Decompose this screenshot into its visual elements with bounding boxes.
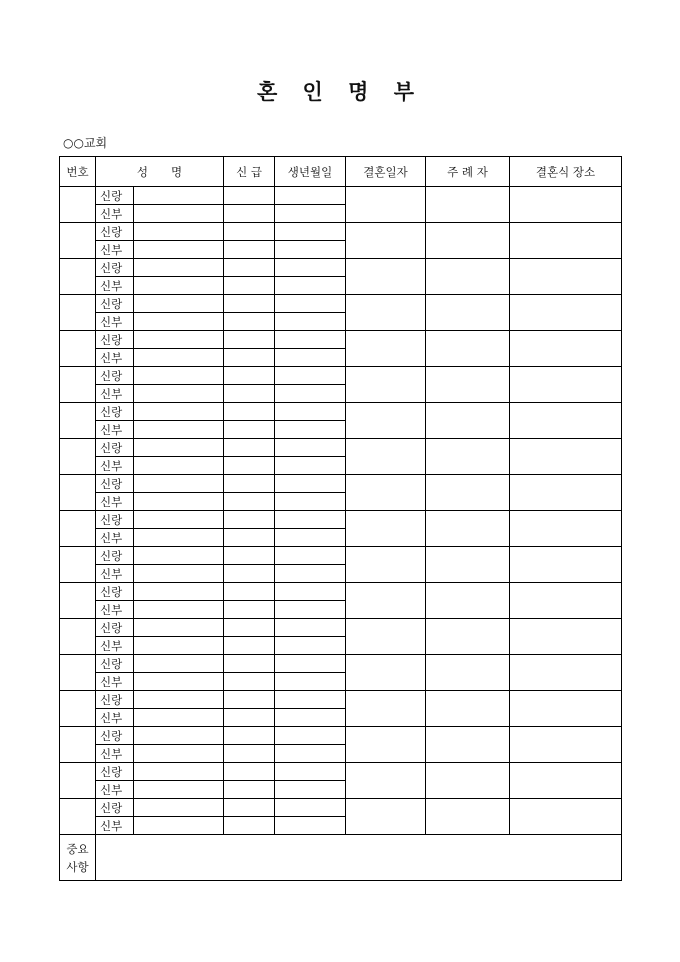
table-row [60,475,622,493]
wedding-venue-field[interactable] [510,403,622,439]
wedding-venue-field[interactable] [510,799,622,835]
header-number: 번호 [60,157,96,187]
officiant-field[interactable] [426,547,510,583]
officiant-field[interactable] [426,655,510,691]
groom-rank-field[interactable] [224,187,275,205]
groom-label: 신랑 [96,223,134,241]
bride-label: 신부 [96,457,134,475]
groom-rank-field[interactable] [224,259,275,277]
wedding-date-field[interactable] [346,619,426,655]
groom-birth-field[interactable] [275,403,346,421]
wedding-date-field[interactable] [346,799,426,835]
bride-birth-field[interactable] [275,421,346,439]
entry-number-cell[interactable] [60,331,96,367]
bride-label: 신부 [96,349,134,367]
groom-birth-field[interactable] [275,511,346,529]
register-entries [60,187,622,835]
groom-label: 신랑 [96,619,134,637]
bride-birth-field[interactable] [275,781,346,799]
bride-rank-field[interactable] [224,601,275,619]
wedding-venue-field[interactable] [510,619,622,655]
bride-label: 신부 [96,637,134,655]
groom-name-field[interactable] [134,439,224,457]
bride-name-field[interactable] [134,421,224,439]
bride-name-field[interactable] [134,565,224,583]
entry-number-cell[interactable] [60,259,96,295]
header-rank: 신 급 [224,157,275,187]
wedding-date-field[interactable] [346,727,426,763]
bride-birth-field[interactable] [275,709,346,727]
groom-birth-field[interactable] [275,583,346,601]
notes-label-line1: 중요 [66,841,89,856]
bride-birth-field[interactable] [275,637,346,655]
groom-rank-field[interactable] [224,691,275,709]
wedding-venue-field[interactable] [510,547,622,583]
wedding-date-field[interactable] [346,547,426,583]
officiant-field[interactable] [426,619,510,655]
wedding-venue-field[interactable] [510,187,622,223]
bride-name-field[interactable] [134,745,224,763]
groom-label: 신랑 [96,187,134,205]
groom-label: 신랑 [96,295,134,313]
wedding-venue-field[interactable] [510,655,622,691]
table-row [60,259,622,277]
table-row [60,439,622,457]
bride-birth-field[interactable] [275,241,346,259]
groom-name-field[interactable] [134,295,224,313]
bride-label: 신부 [96,673,134,691]
groom-birth-field[interactable] [275,331,346,349]
wedding-date-field[interactable] [346,475,426,511]
groom-birth-field[interactable] [275,439,346,457]
groom-rank-field[interactable] [224,295,275,313]
groom-birth-field[interactable] [275,223,346,241]
bride-rank-field[interactable] [224,781,275,799]
bride-label: 신부 [96,493,134,511]
groom-birth-field[interactable] [275,799,346,817]
officiant-field[interactable] [426,475,510,511]
header-officiant: 주 례 자 [426,157,510,187]
church-name: ○○교회 [63,136,108,150]
bride-label: 신부 [96,205,134,223]
groom-label: 신랑 [96,583,134,601]
groom-rank-field[interactable] [224,547,275,565]
groom-rank-field[interactable] [224,799,275,817]
groom-name-field[interactable] [134,691,224,709]
bride-rank-field[interactable] [224,529,275,547]
groom-name-field[interactable] [134,655,224,673]
groom-rank-field[interactable] [224,655,275,673]
officiant-field[interactable] [426,763,510,799]
bride-birth-field[interactable] [275,493,346,511]
groom-name-field[interactable] [134,475,224,493]
bride-name-field[interactable] [134,817,224,835]
wedding-venue-field[interactable] [510,583,622,619]
entry-number-cell[interactable] [60,511,96,547]
groom-rank-field[interactable] [224,763,275,781]
bride-name-field[interactable] [134,241,224,259]
groom-rank-field[interactable] [224,439,275,457]
bride-label: 신부 [96,529,134,547]
notes-row [60,835,622,881]
wedding-date-field[interactable] [346,331,426,367]
entry-number-cell[interactable] [60,187,96,223]
bride-birth-field[interactable] [275,529,346,547]
wedding-venue-field[interactable] [510,295,622,331]
groom-rank-field[interactable] [224,223,275,241]
marriage-register-table [59,156,622,881]
document-title: 혼 인 명 부 [256,79,424,104]
groom-name-field[interactable] [134,583,224,601]
groom-label: 신랑 [96,655,134,673]
bride-label: 신부 [96,745,134,763]
groom-birth-field[interactable] [275,367,346,385]
groom-birth-field[interactable] [275,655,346,673]
header-row [60,157,622,187]
entry-number-cell[interactable] [60,367,96,403]
bride-label: 신부 [96,421,134,439]
notes-field[interactable] [96,835,622,881]
groom-rank-field[interactable] [224,619,275,637]
officiant-field[interactable] [426,295,510,331]
groom-name-field[interactable] [134,187,224,205]
table-row [60,691,622,709]
entry-number-cell[interactable] [60,223,96,259]
table-row [60,331,622,349]
groom-birth-field[interactable] [275,547,346,565]
bride-name-field[interactable] [134,205,224,223]
notes-label [60,835,96,881]
bride-rank-field[interactable] [224,493,275,511]
groom-birth-field[interactable] [275,763,346,781]
bride-birth-field[interactable] [275,745,346,763]
wedding-venue-field[interactable] [510,331,622,367]
groom-rank-field[interactable] [224,403,275,421]
groom-birth-field[interactable] [275,295,346,313]
groom-name-field[interactable] [134,547,224,565]
groom-name-field[interactable] [134,511,224,529]
wedding-venue-field[interactable] [510,511,622,547]
wedding-venue-field[interactable] [510,763,622,799]
groom-name-field[interactable] [134,799,224,817]
bride-label: 신부 [96,709,134,727]
groom-label: 신랑 [96,763,134,781]
officiant-field[interactable] [426,367,510,403]
notes-label-line2: 사항 [66,859,89,874]
header-name: 성 명 [96,157,224,187]
groom-name-field[interactable] [134,763,224,781]
bride-name-field[interactable] [134,637,224,655]
wedding-venue-field[interactable] [510,475,622,511]
table-row [60,799,622,817]
wedding-date-field[interactable] [346,511,426,547]
bride-rank-field[interactable] [224,385,275,403]
groom-birth-field[interactable] [275,619,346,637]
bride-name-field[interactable] [134,277,224,295]
officiant-field[interactable] [426,439,510,475]
officiant-field[interactable] [426,223,510,259]
entry-number-cell[interactable] [60,619,96,655]
groom-birth-field[interactable] [275,187,346,205]
groom-name-field[interactable] [134,619,224,637]
bride-name-field[interactable] [134,457,224,475]
bride-name-field[interactable] [134,385,224,403]
bride-label: 신부 [96,241,134,259]
wedding-date-field[interactable] [346,691,426,727]
groom-rank-field[interactable] [224,475,275,493]
entry-number-cell[interactable] [60,403,96,439]
bride-name-field[interactable] [134,781,224,799]
groom-name-field[interactable] [134,331,224,349]
wedding-date-field[interactable] [346,763,426,799]
bride-rank-field[interactable] [224,241,275,259]
table-row [60,655,622,673]
entry-number-cell[interactable] [60,727,96,763]
bride-label: 신부 [96,817,134,835]
groom-label: 신랑 [96,259,134,277]
bride-rank-field[interactable] [224,313,275,331]
groom-label: 신랑 [96,799,134,817]
officiant-field[interactable] [426,187,510,223]
entry-number-cell[interactable] [60,439,96,475]
bride-rank-field[interactable] [224,349,275,367]
officiant-field[interactable] [426,583,510,619]
wedding-venue-field[interactable] [510,439,622,475]
groom-rank-field[interactable] [224,583,275,601]
table-row [60,403,622,421]
groom-rank-field[interactable] [224,331,275,349]
bride-rank-field[interactable] [224,637,275,655]
wedding-date-field[interactable] [346,295,426,331]
officiant-field[interactable] [426,691,510,727]
entry-number-cell[interactable] [60,691,96,727]
groom-label: 신랑 [96,547,134,565]
bride-label: 신부 [96,601,134,619]
officiant-field[interactable] [426,511,510,547]
wedding-venue-field[interactable] [510,223,622,259]
bride-label: 신부 [96,385,134,403]
entry-number-cell[interactable] [60,799,96,835]
entry-number-cell[interactable] [60,295,96,331]
wedding-venue-field[interactable] [510,691,622,727]
groom-birth-field[interactable] [275,691,346,709]
table-row [60,223,622,241]
bride-rank-field[interactable] [224,457,275,475]
groom-name-field[interactable] [134,223,224,241]
table-row [60,511,622,529]
groom-label: 신랑 [96,475,134,493]
header-wedding-venue: 결혼식 장소 [510,157,622,187]
bride-rank-field[interactable] [224,709,275,727]
bride-rank-field[interactable] [224,745,275,763]
groom-label: 신랑 [96,367,134,385]
bride-birth-field[interactable] [275,313,346,331]
table-row [60,583,622,601]
bride-birth-field[interactable] [275,601,346,619]
table-row [60,727,622,745]
bride-rank-field[interactable] [224,673,275,691]
groom-rank-field[interactable] [224,511,275,529]
groom-label: 신랑 [96,727,134,745]
entry-number-cell[interactable] [60,475,96,511]
groom-label: 신랑 [96,691,134,709]
bride-name-field[interactable] [134,313,224,331]
groom-label: 신랑 [96,331,134,349]
table-row [60,547,622,565]
bride-birth-field[interactable] [275,349,346,367]
bride-name-field[interactable] [134,529,224,547]
wedding-date-field[interactable] [346,259,426,295]
wedding-date-field[interactable] [346,187,426,223]
bride-label: 신부 [96,565,134,583]
bride-rank-field[interactable] [224,205,275,223]
groom-label: 신랑 [96,511,134,529]
wedding-date-field[interactable] [346,367,426,403]
table-row [60,367,622,385]
wedding-date-field[interactable] [346,439,426,475]
groom-label: 신랑 [96,439,134,457]
bride-birth-field[interactable] [275,817,346,835]
bride-birth-field[interactable] [275,565,346,583]
officiant-field[interactable] [426,727,510,763]
bride-birth-field[interactable] [275,457,346,475]
bride-name-field[interactable] [134,709,224,727]
wedding-date-field[interactable] [346,403,426,439]
officiant-field[interactable] [426,331,510,367]
bride-label: 신부 [96,277,134,295]
table-row [60,619,622,637]
groom-name-field[interactable] [134,727,224,745]
entry-number-cell[interactable] [60,763,96,799]
entry-number-cell[interactable] [60,547,96,583]
bride-rank-field[interactable] [224,817,275,835]
entry-number-cell[interactable] [60,655,96,691]
groom-name-field[interactable] [134,259,224,277]
groom-rank-field[interactable] [224,727,275,745]
bride-birth-field[interactable] [275,277,346,295]
bride-rank-field[interactable] [224,421,275,439]
bride-rank-field[interactable] [224,277,275,295]
bride-label: 신부 [96,313,134,331]
officiant-field[interactable] [426,799,510,835]
groom-name-field[interactable] [134,367,224,385]
groom-birth-field[interactable] [275,475,346,493]
bride-name-field[interactable] [134,349,224,367]
wedding-venue-field[interactable] [510,367,622,403]
table-row [60,187,622,205]
bride-name-field[interactable] [134,673,224,691]
groom-name-field[interactable] [134,403,224,421]
groom-birth-field[interactable] [275,259,346,277]
table-row [60,763,622,781]
wedding-date-field[interactable] [346,223,426,259]
header-wedding-date: 결혼일자 [346,157,426,187]
bride-name-field[interactable] [134,493,224,511]
groom-birth-field[interactable] [275,727,346,745]
bride-label: 신부 [96,781,134,799]
wedding-date-field[interactable] [346,583,426,619]
bride-birth-field[interactable] [275,385,346,403]
header-birth-date: 생년월일 [275,157,346,187]
wedding-venue-field[interactable] [510,727,622,763]
groom-rank-field[interactable] [224,367,275,385]
wedding-venue-field[interactable] [510,259,622,295]
officiant-field[interactable] [426,259,510,295]
bride-birth-field[interactable] [275,205,346,223]
groom-label: 신랑 [96,403,134,421]
entry-number-cell[interactable] [60,583,96,619]
bride-birth-field[interactable] [275,673,346,691]
table-row [60,295,622,313]
officiant-field[interactable] [426,403,510,439]
bride-rank-field[interactable] [224,565,275,583]
wedding-date-field[interactable] [346,655,426,691]
bride-name-field[interactable] [134,601,224,619]
